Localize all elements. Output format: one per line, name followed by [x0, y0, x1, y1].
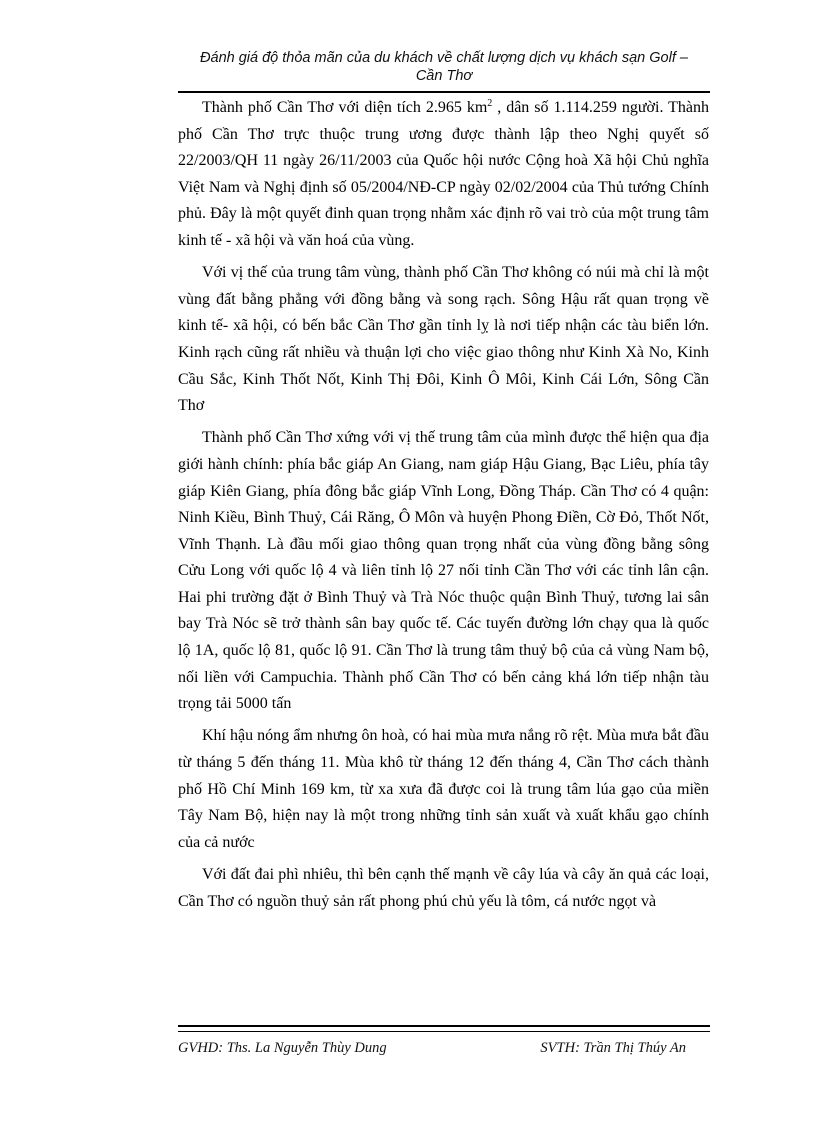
- superscript-2: 2: [487, 98, 493, 109]
- paragraph-1-text-a: Thành phố Cần Thơ với diện tích 2.965 km: [202, 99, 488, 116]
- header-title-line-2: Cần Thơ: [415, 68, 473, 84]
- footer-rule-thin: [178, 1031, 710, 1032]
- paragraph-3: Thành phố Cần Thơ xứng với vị thế trung tâm của mình được thể hiện qua địa giới hành chính: phía bắc giáp An Giang, nam giáp Hậu Giang, Bạc Liêu, phía tây giáp Kiên Giang, phía đông bắc giáp Vĩnh Long, Đồng Tháp. Cần Thơ có 4 quận: Ninh Kiều, Bình Thuỷ, Cái Răng, Ô Môn và huyện Phong Điền, Cờ Đỏ, Thốt Nốt, Vĩnh Thạnh. Là đầu mối giao thông quan trọng nhất của vùng đồng bằng sông Cửu Long với quốc lộ 4 và liên tỉnh lộ 27 nối tỉnh Cần Thơ với các tỉnh lân cận. Hai phi trường đặt ở Bình Thuỷ và Trà Nóc thuộc quận Bình Thuỷ, tương lai sân bay Trà Nóc sẽ trở thành sân bay quốc tế. Các tuyến đường lớn chạy qua là quốc lộ 1A, quốc lộ 81, quốc lộ 91. Cần Thơ là trung tâm thuỷ bộ của cả vùng Nam bộ, nối liền với Campuchia. Thành phố Cần Thơ có bến cảng khá lớn tiếp nhận tàu trọng tải 5000 tấn: [178, 429, 709, 713]
- running-footer: [178, 1040, 710, 1060]
- running-header: [178, 49, 710, 85]
- footer-advisor: GVHD: Ths. La Nguyễn Thùy Dung: [178, 1040, 387, 1056]
- header-rule: [178, 91, 710, 93]
- paragraph-4: Khí hậu nóng ẩm nhưng ôn hoà, có hai mùa mưa nắng rõ rệt. Mùa mưa bắt đầu từ tháng 5 đến tháng 11. Mùa khô từ tháng 12 đến tháng 4, Cần Thơ cách thành phố Hồ Chí Minh 169 km, từ xa xưa đã được coi là trung tâm lúa gạo của miền Tây Nam Bộ, hiện nay là một trong những tỉnh sản xuất và xuất khẩu gạo chính của cả nước: [178, 727, 709, 851]
- paragraph-5: Với đất đai phì nhiêu, thì bên cạnh thế mạnh về cây lúa và cây ăn quả các loại, Cần Thơ có nguồn thuỷ sản rất phong phú chủ yếu là tôm, cá nước ngọt và: [178, 866, 709, 910]
- paragraph-1-text-b: , dân số 1.114.259 người. Thành phố Cần Thơ trực thuộc trung ương được thành lập theo Nghị quyết số 22/2003/QH 11 ngày 26/11/2003 của Quốc hội nước Cộng hoà Xã hội Chủ nghĩa Việt Nam và Nghị định số 05/2004/NĐ-CP ngày 02/02/2004 của Thủ tướng Chính phủ. Đây là một quyết đinh quan trọng nhằm xác định rõ vai trò của một trung tâm kinh tế - xã hội và văn hoá của vùng.: [178, 99, 709, 249]
- footer-rule-thick: [178, 1025, 710, 1027]
- paragraph-1: [178, 95, 709, 255]
- header-title-line-1: Đánh giá độ thỏa mãn của du khách về chất lượng dịch vụ khách sạn Golf –: [200, 50, 688, 66]
- paragraph-2: Với vị thế của trung tâm vùng, thành phố Cần Thơ không có núi mà chỉ là một vùng đất bằng phẳng với đồng bằng và song rạch. Sông Hậu rất quan trọng về kinh tế- xã hội, có bến bắc Cần Thơ gần tỉnh lỵ là nơi tiếp nhận các tàu biển lớn. Kinh rạch cũng rất nhiều và thuận lợi cho việc giao thông như Kinh Xà No, Kinh Cầu Sắc, Kinh Thốt Nốt, Kinh Thị Đôi, Kinh Ô Môi, Kinh Cái Lớn, Sông Cần Thơ: [178, 264, 709, 415]
- footer-student: SVTH: Trần Thị Thúy An: [540, 1040, 686, 1056]
- body-text: [178, 95, 709, 921]
